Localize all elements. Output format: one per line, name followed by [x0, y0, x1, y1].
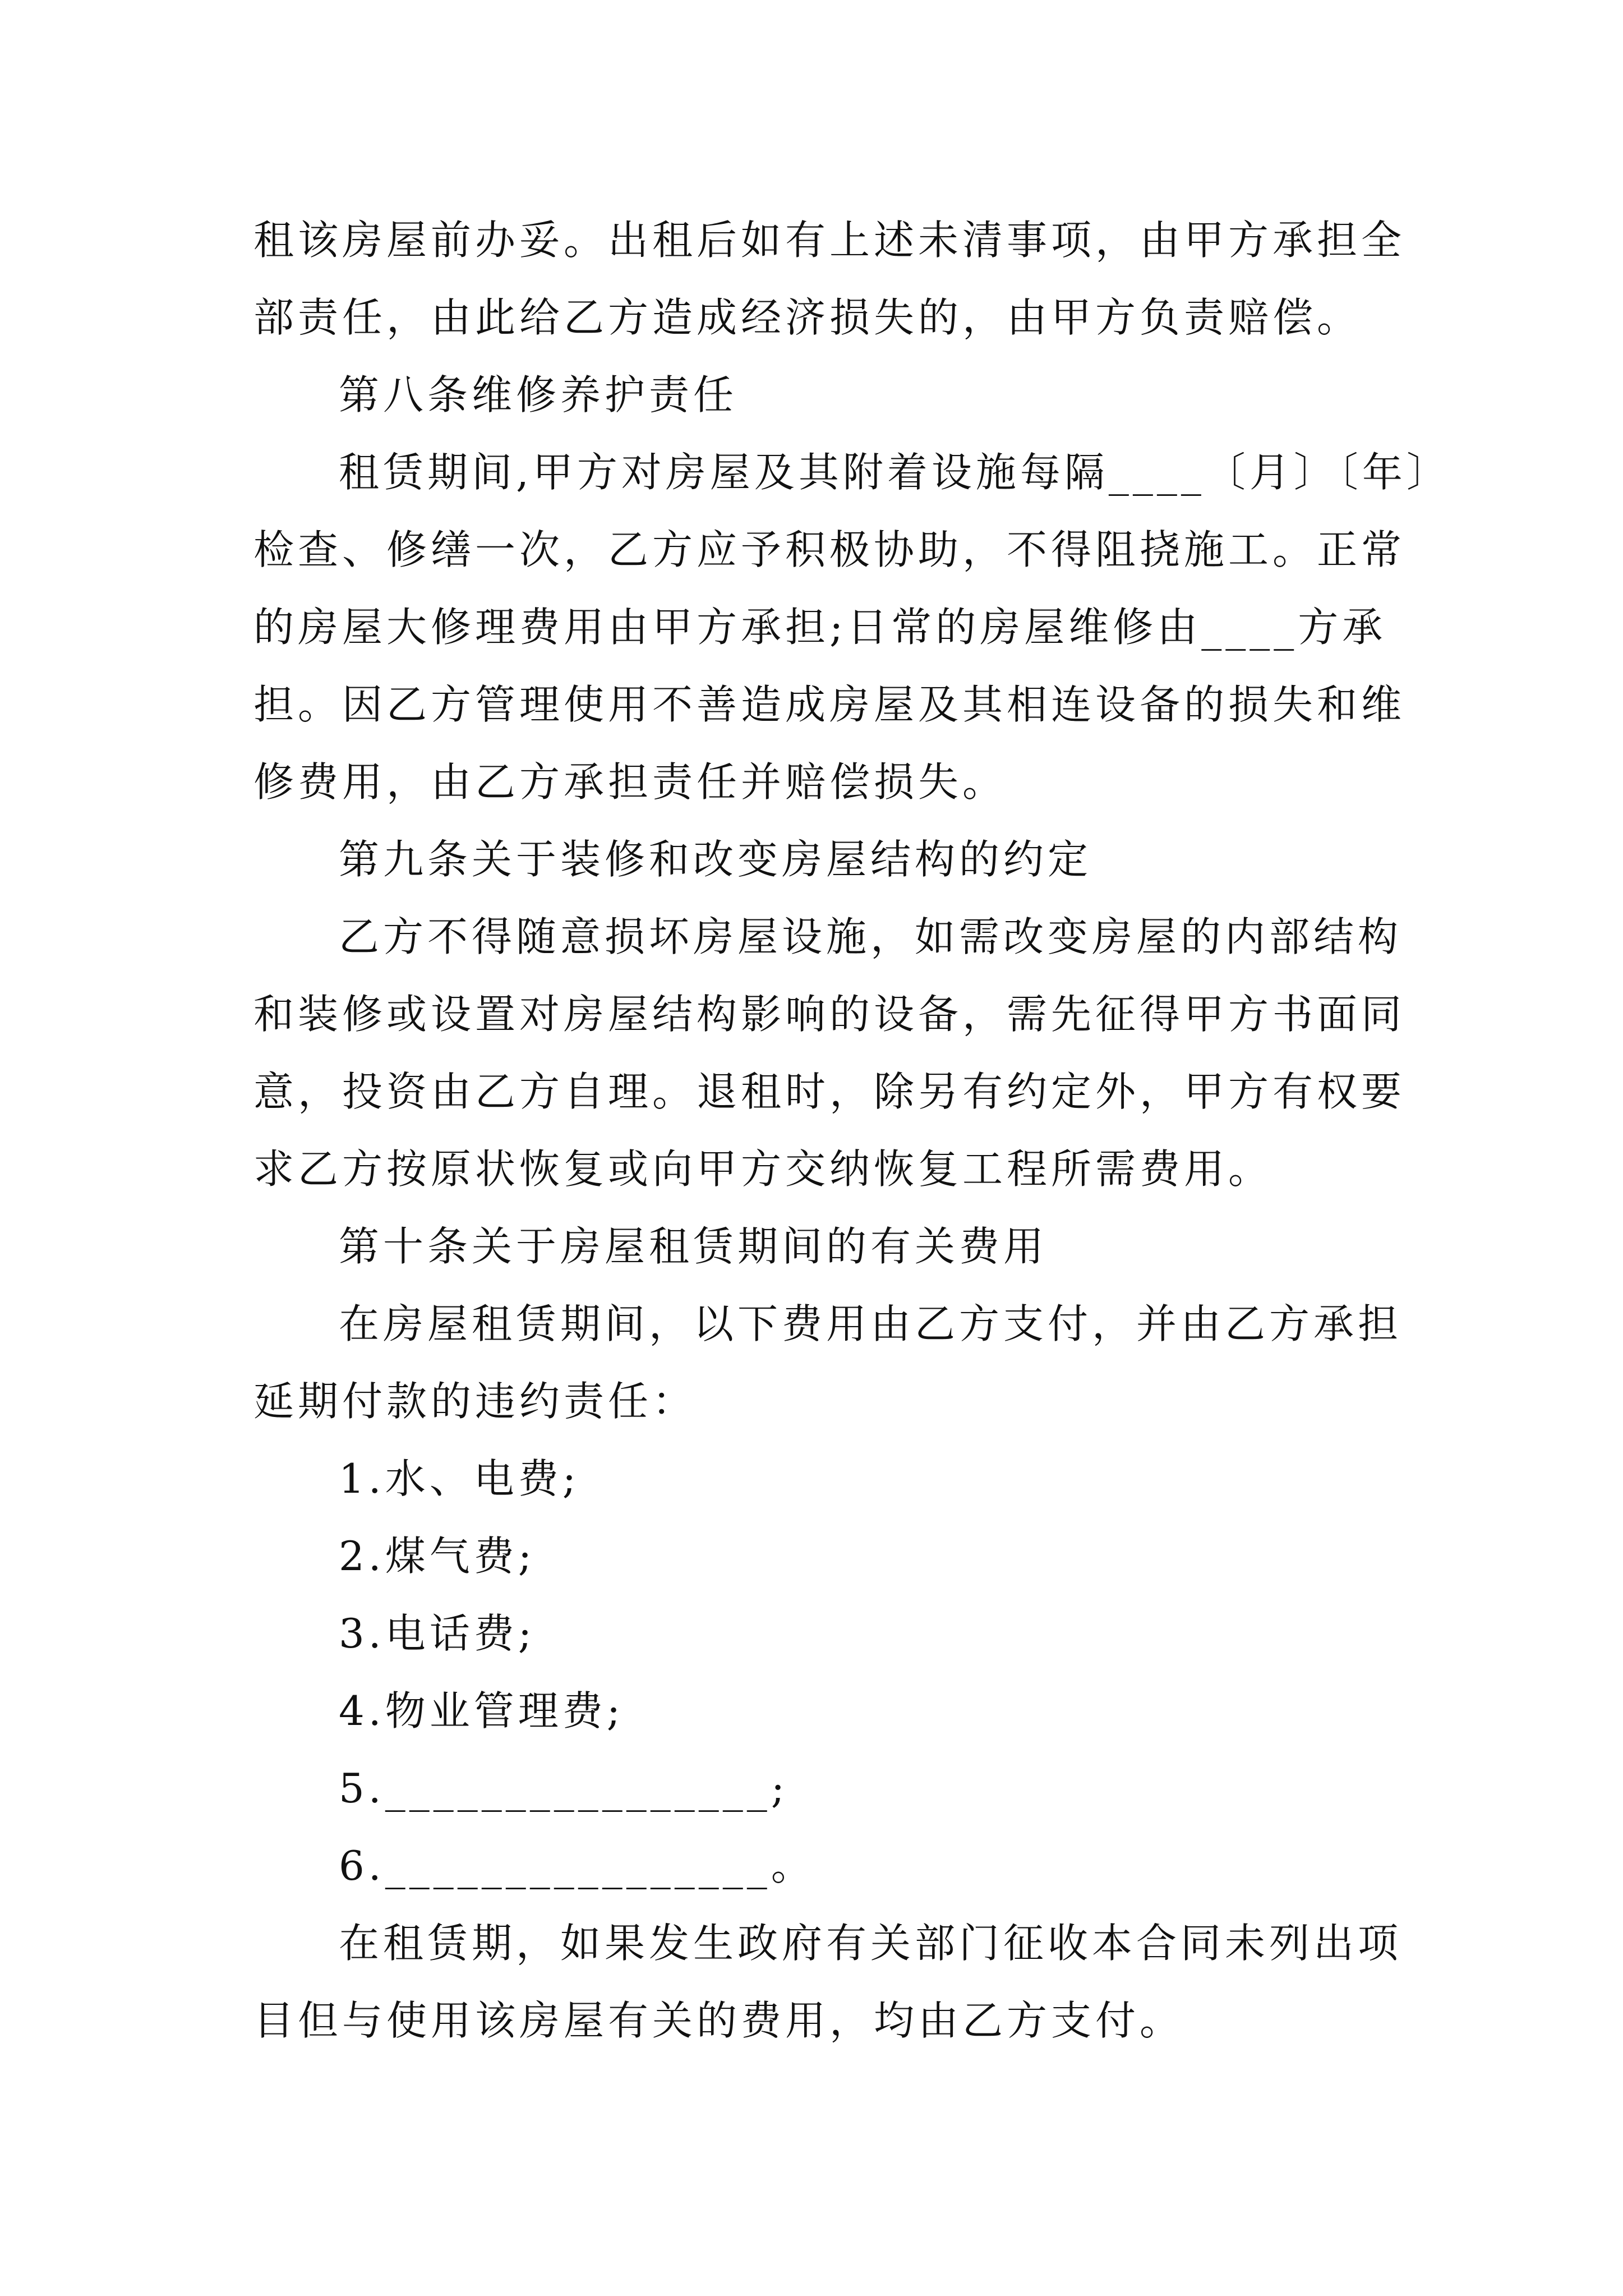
body-text-line: 的房屋大修理费用由甲方承担;日常的房屋维修由____方承	[253, 604, 1387, 651]
body-text-line: 意，投资由乙方自理。退租时，除另有约定外，甲方有权要	[253, 1068, 1406, 1115]
body-text-line: 租该房屋前办妥。出租后如有上述未清事项，由甲方承担全	[253, 217, 1406, 264]
list-item: 5.________________;	[339, 1765, 789, 1812]
body-text-line: 延期付款的违约责任：	[253, 1378, 697, 1425]
list-item: 6.________________。	[339, 1842, 815, 1889]
section-heading-9: 第九条关于装修和改变房屋结构的约定	[339, 836, 1092, 883]
body-text-line: 和装修或设置对房屋结构影响的设备，需先征得甲方书面同	[253, 991, 1406, 1038]
section-heading-8: 第八条维修养护责任	[339, 371, 738, 418]
list-item: 2.煤气费;	[339, 1533, 536, 1580]
body-text-line: 目但与使用该房屋有关的费用，均由乙方支付。	[253, 1997, 1184, 2044]
body-text-line: 求乙方按原状恢复或向甲方交纳恢复工程所需费用。	[253, 1145, 1273, 1193]
body-text-line: 在租赁期，如果发生政府有关部门征收本合同未列出项	[339, 1920, 1403, 1967]
list-item: 3.电话费;	[339, 1610, 536, 1657]
body-text-line: 租赁期间,甲方对房屋及其附着设施每隔____〔月〕〔年〕	[339, 449, 1451, 496]
body-text-line: 检查、修缮一次，乙方应予积极协助，不得阻挠施工。正常	[253, 526, 1406, 573]
body-text-line: 担。因乙方管理使用不善造成房屋及其相连设备的损失和维	[253, 681, 1406, 728]
list-item: 1.水、电费;	[339, 1455, 580, 1502]
body-text-line: 乙方不得随意损坏房屋设施，如需改变房屋的内部结构	[339, 913, 1403, 960]
section-heading-10: 第十条关于房屋租赁期间的有关费用	[339, 1223, 1048, 1270]
body-text-line: 部责任，由此给乙方造成经济损失的，由甲方负责赔偿。	[253, 294, 1362, 341]
body-text-line: 修费用，由乙方承担责任并赔偿损失。	[253, 758, 1007, 806]
list-item: 4.物业管理费;	[339, 1687, 624, 1734]
body-text-line: 在房屋租赁期间，以下费用由乙方支付，并由乙方承担	[339, 1300, 1403, 1347]
